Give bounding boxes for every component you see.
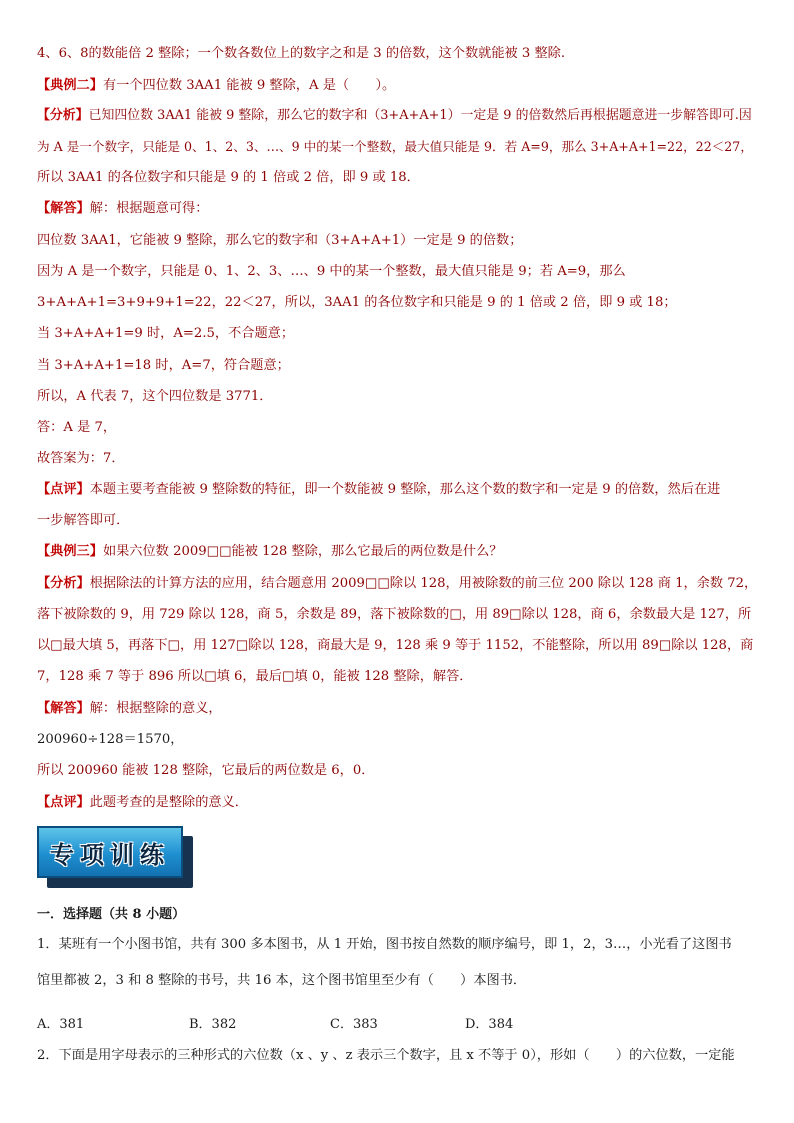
text-line-5 xyxy=(37,169,420,187)
section-heading: 一．选择题（共 8 小题） xyxy=(37,907,186,922)
section-tag: 【分析】 xyxy=(37,576,90,591)
section-tag: 【点评】 xyxy=(37,482,90,497)
line-text: 四位数 3AA1，它能被 9 整除，那么它的数字和（3+A+A+1）一定是 9 的倍数； xyxy=(37,233,523,248)
line-text: 所以 200960 能被 128 整除，它最后的两位数是 6，0． xyxy=(37,763,375,778)
line-text: 如果六位数 2009□□能被 128 整除，那么它最后的两位数是什么？ xyxy=(102,544,503,559)
line-text: 此题考查的是整除的意义． xyxy=(89,795,248,810)
text-line-22 xyxy=(37,700,222,718)
text-line-1 xyxy=(37,45,565,63)
text-line-18 xyxy=(37,575,757,593)
section-tag: 【分析】 xyxy=(37,108,89,123)
section-tag: 【典例二】 xyxy=(37,78,103,93)
text-line-8 xyxy=(37,263,626,281)
special-training-banner xyxy=(37,826,197,894)
banner-title: 专项训练 xyxy=(50,840,170,869)
text-line-25 xyxy=(37,794,248,812)
line-text: 答：A 是 7， xyxy=(37,420,117,435)
text-line-6 xyxy=(37,200,208,218)
text-line-7 xyxy=(37,232,522,250)
text-line-14 xyxy=(37,450,125,468)
text-line-23 xyxy=(37,731,184,749)
line-text: 落下被除数的 9，用 729 除以 128，商 5，余数是 89，落下被除数的□，用 89□除以 128，商 6，余数最大是 127，所 xyxy=(37,607,752,622)
text-line-20 xyxy=(37,637,753,655)
section-tag: 【解答】 xyxy=(37,701,90,716)
text-line-13 xyxy=(37,419,116,437)
question-1-line-2: 馆里都被 2，3 和 8 整除的书号，共 16 本，这个图书馆里至少有（ ）本图书． xyxy=(37,973,527,988)
question-1-line-1: 1．某班有一个小图书馆，共有 300 多本图书，从 1 开始，图书按自然数的顺序编号，即 1，2，3…，小光看了这图书 xyxy=(37,937,732,952)
text-line-19 xyxy=(37,606,751,624)
line-text: 因为 A 是一个数字，只能是 0、1、2、3、…、9 中的某一个整数，最大值只能是 9；若 A=9，那么 xyxy=(37,264,626,279)
text-line-3 xyxy=(37,107,752,125)
line-text: 所以 3AA1 的各位数字和只能是 9 的 1 倍或 2 倍，即 9 或 18． xyxy=(37,170,420,185)
text-line-16 xyxy=(37,512,129,530)
question-1-option-c: C．383 xyxy=(330,1017,378,1032)
line-text: 200960÷128＝1570， xyxy=(37,732,184,747)
section-tag: 【解答】 xyxy=(37,201,90,216)
text-line-4 xyxy=(37,138,753,156)
text-line-2 xyxy=(37,77,395,95)
question-1-option-a: A．381 xyxy=(37,1017,85,1032)
line-text: 4、6、8的数能倍 2 整除；一个数各数位上的数字之和是 3 的倍数，这个数就能被 3 整除. xyxy=(37,46,566,61)
line-text: 当 3+A+A+1=9 时，A=2.5，不合题意； xyxy=(37,326,295,341)
line-text: 当 3+A+A+1=18 时，A=7，符合题意； xyxy=(37,358,290,373)
line-text: 7，128 乘 7 等于 896 所以□填 6，最后□填 0，能被 128 整除，解答． xyxy=(37,669,473,684)
line-text: 根据除法的计算方法的应用，结合题意用 2009□□除以 128，用被除数的前三位 200 除以 128 商 1，余数 72， xyxy=(89,576,758,591)
line-text: 本题主要考查能被 9 整除数的特征，即一个数能被 9 整除，那么这个数的数字和一定是 9 的倍数，然后在进 xyxy=(89,482,721,497)
line-text: 3+A+A+1=3+9+9+1=22，22＜27，所以，3AA1 的各位数字和只能是 9 的 1 倍或 2 倍，即 9 或 18； xyxy=(37,295,677,310)
line-text: 解：根据整除的意义， xyxy=(89,701,222,716)
line-text: 一步解答即可． xyxy=(37,513,130,528)
line-text: 以□最大填 5，再落下□，用 127□除以 128，商最大是 9，128 乘 9 等于 1152，不能整除，所以用 89□除以 128，商 xyxy=(37,638,754,653)
question-1-option-b: B．382 xyxy=(189,1017,237,1032)
section-tag: 【点评】 xyxy=(37,795,90,810)
line-text: 解：根据题意可得： xyxy=(89,201,209,216)
text-line-21 xyxy=(37,668,472,686)
text-line-9 xyxy=(37,294,677,312)
line-text: 故答案为：7． xyxy=(37,451,125,466)
line-text: 为 A 是一个数字，只能是 0、1、2、3、…、9 中的某一个整数，最大值只能是 9．若 A=9，那么 3+A+A+1=22，22＜27， xyxy=(37,139,753,154)
line-text: 所以，A 代表 7，这个四位数是 3771． xyxy=(37,389,273,404)
line-text: 已知四位数 3AA1 能被 9 整除，那么它的数字和（3+A+A+1）一定是 9 的倍数然后再根据题意进一步解答即可.因 xyxy=(88,108,752,123)
banner-box xyxy=(37,826,183,878)
text-line-24 xyxy=(37,762,374,780)
text-line-12 xyxy=(37,388,273,406)
text-line-17 xyxy=(37,543,502,561)
text-line-15 xyxy=(37,481,720,499)
text-line-11 xyxy=(37,357,290,375)
line-text: 有一个四位数 3AA1 能被 9 整除，A 是（ ）。 xyxy=(102,78,396,93)
text-line-10 xyxy=(37,325,294,343)
question-1-option-d: D．384 xyxy=(465,1017,514,1032)
section-tag: 【典例三】 xyxy=(37,544,103,559)
question-2-line-1: 2．下面是用字母表示的三种形式的六位数（x 、y 、z 表示三个数字，且 x 不等于 0），形如（ ）的六位数，一定能 xyxy=(37,1048,735,1063)
